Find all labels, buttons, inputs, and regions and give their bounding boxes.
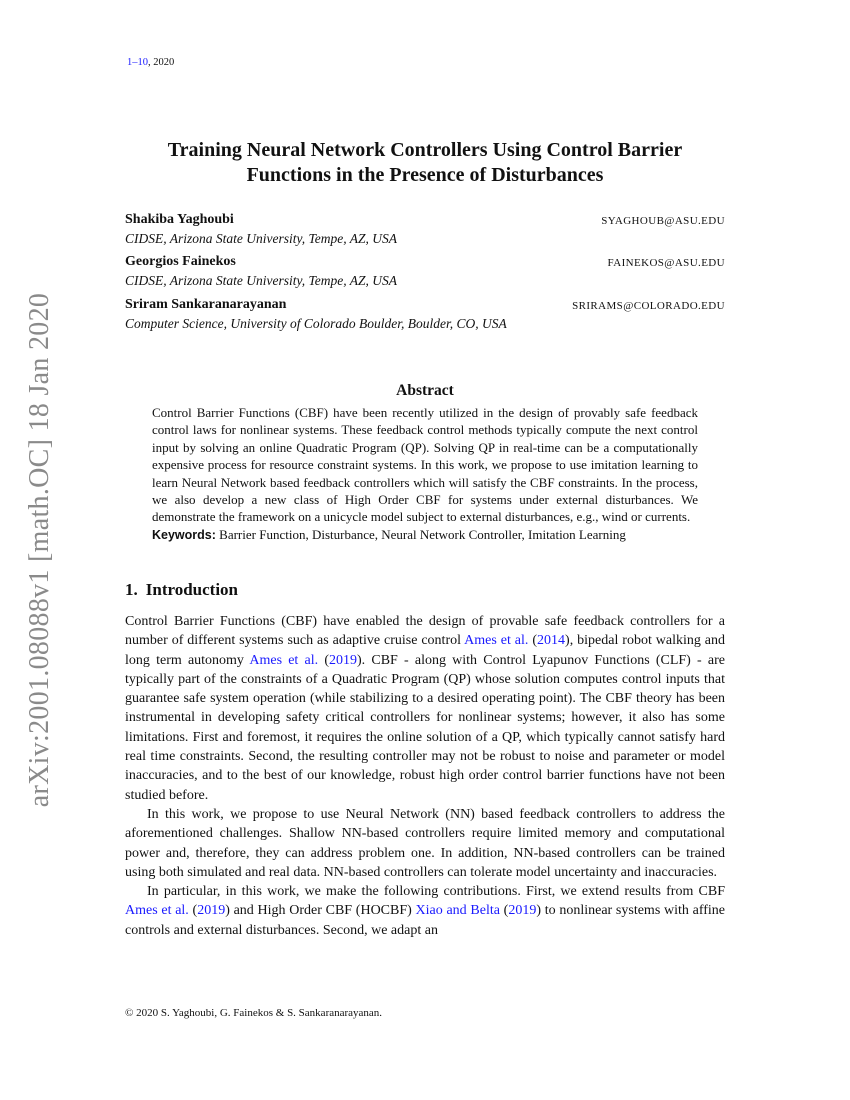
title-line-2: Functions in the Presence of Disturbances <box>246 164 604 186</box>
author-block <box>125 297 725 332</box>
author-email: SYAGHOUB@ASU.EDU <box>601 215 725 227</box>
text-span: ( <box>528 633 538 649</box>
abstract-heading: Abstract <box>396 382 454 399</box>
text-span: ) <box>536 903 542 919</box>
header-year: , 2020 <box>148 57 175 68</box>
citation-year-link[interactable]: 2019 <box>328 652 357 668</box>
author-affiliation: CIDSE, Arizona State University, Tempe, AZ, USA <box>125 273 397 288</box>
keywords-list: Barrier Function, Disturbance, Neural Network Controller, Imitation Learning <box>219 526 626 542</box>
citation-year-link[interactable]: 2019 <box>508 903 537 919</box>
author-block <box>125 254 725 289</box>
paragraph <box>125 882 725 940</box>
text-span: ( <box>499 903 509 919</box>
author-block <box>125 212 725 247</box>
copyright-footer: © 2020 S. Yaghoubi, G. Fainekos & S. Sankaranarayanan. <box>125 1007 383 1019</box>
body-text <box>125 612 725 940</box>
text-span: and High Order CBF (HOCBF) <box>229 903 416 919</box>
text-span: ). <box>356 652 366 668</box>
citation-link[interactable]: Xiao and Belta <box>415 903 500 919</box>
author-email: SRIRAMS@COLORADO.EDU <box>572 300 725 312</box>
author-name: Shakiba Yaghoubi <box>125 212 234 227</box>
page-range-link[interactable]: 1–10 <box>127 57 148 68</box>
text-span: CBF - along with Control Lyapunov Functions (CLF) - are typically part of the constraints of a Quadratic Program (QP) whose solution computes control inputs that guarantee safe system operation (while stabilizing to a desired operating point). The CBF theory has been instrumental in developing safety critical controllers for nonlinear systems; however, it also has some limitations. First and foremost, it requires the online solution of a QP, which typically cannot satisfy hard real time constraints. Second, the resulting controller may not be robust to noise and parameter or model inaccuracies, and to the best of our knowledge, robust high order control barrier functions have not been studied before. <box>125 652 725 803</box>
author-name: Georgios Fainekos <box>125 254 236 269</box>
citation-link[interactable]: Ames et al. <box>125 903 189 919</box>
keywords-line <box>152 526 698 544</box>
keywords-label: Keywords: <box>152 527 216 542</box>
paragraph: In this work, we propose to use Neural Network (NN) based feedback controllers to address the aforementioned challenges. Shallow NN-based controllers require limited memory and computational power and, therefore, they can address problem one. In addition, NN-based controllers can be trained using both simulated and real data. NN-based controllers can tolerate model uncertainty and inaccuracies. <box>125 806 725 880</box>
text-span: Control Barrier Functions (CBF) have enabled the design of provable safe feedback controllers for a number of different systems such as adaptive cruise control <box>125 614 725 649</box>
text-span: ), <box>565 633 574 649</box>
citation-year-link[interactable]: 2014 <box>537 633 566 649</box>
author-name: Sriram Sankaranarayanan <box>125 297 287 312</box>
section-number: 1. <box>125 580 138 599</box>
abstract-text: Control Barrier Functions (CBF) have been recently utilized in the design of provably safe feedback control laws for nonlinear systems. These feedback control methods typically compute the next control input by solving an online Quadratic Program (QP). Solving QP in real-time can be a computationally expensive process for resource constraint systems. In this work, we propose to use imitation learning to learn Neural Network based feedback controllers which will satisfy the CBF constraints. In the process, we also develop a new class of High Order CBF for systems under external disturbances. We demonstrate the framework on a unicycle model subject to external disturbances, e.g., wind or currents. <box>152 405 698 525</box>
text-span: ( <box>188 903 198 919</box>
citation-link[interactable]: Ames et al. <box>464 633 529 649</box>
paragraph <box>125 612 725 805</box>
text-span: bipedal robot walking and long term autonomy <box>125 633 726 668</box>
text-span: In particular, in this work, we make the following contributions. First, we extend results from CBF <box>147 884 725 900</box>
section-title: Introduction <box>145 580 239 599</box>
arxiv-stamp: arXiv:2001.08088v1 [math.OC] 18 Jan 2020 <box>24 292 55 808</box>
text-span: ) <box>225 903 230 919</box>
citation-year-link[interactable]: 2019 <box>197 903 226 919</box>
text-span: ( <box>318 652 329 668</box>
author-email: FAINEKOS@ASU.EDU <box>607 257 725 269</box>
abstract-body <box>152 404 698 544</box>
citation-link[interactable]: Ames et al. <box>249 652 319 668</box>
page-range-header <box>127 57 174 68</box>
author-affiliation: Computer Science, University of Colorado Boulder, Boulder, CO, USA <box>125 316 507 331</box>
author-affiliation: CIDSE, Arizona State University, Tempe, AZ, USA <box>125 231 397 246</box>
title-line-1: Training Neural Network Controllers Using Control Barrier <box>167 139 683 161</box>
paper-title <box>100 138 750 188</box>
section-heading <box>125 580 246 600</box>
text-span: to nonlinear systems with affine controls and external disturbances. Second, we adapt an <box>125 903 725 938</box>
